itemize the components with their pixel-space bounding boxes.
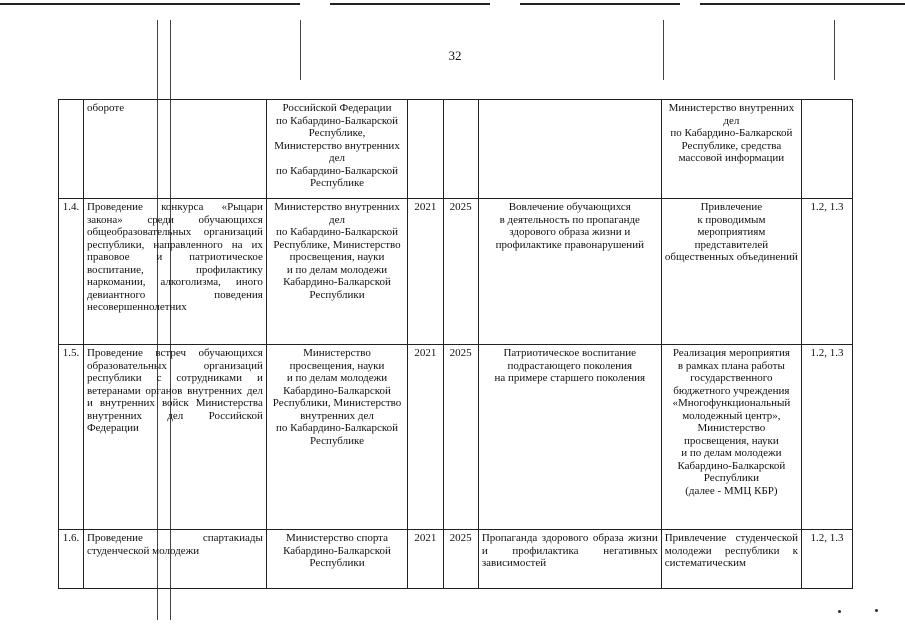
row-number	[59, 100, 84, 199]
row-number: 1.6.	[59, 530, 84, 589]
end-year-cell: 2025	[443, 345, 478, 530]
end-year-cell: 2025	[443, 530, 478, 589]
executor-cell: Российской Федерации по Кабардино-Балкарской Республике, Министерство внутренних дел по Кабардино-Балкарской Республике	[266, 100, 407, 199]
scan-artifact-top-line	[0, 3, 300, 5]
start-year-cell: 2021	[408, 530, 443, 589]
indicator-cell	[802, 100, 853, 199]
start-year-cell: 2021	[408, 345, 443, 530]
end-year-cell	[443, 100, 478, 199]
indicator-cell: 1.2, 1.3	[802, 199, 853, 345]
scan-artifact-dot	[838, 610, 841, 613]
indicator-cell: 1.2, 1.3	[802, 530, 853, 589]
scan-artifact-vertical-line	[834, 20, 835, 80]
table-row	[59, 345, 853, 530]
goal-cell	[478, 100, 661, 199]
page-number: 32	[448, 48, 462, 63]
goal-cell: Вовлечение обучающихся в деятельность по пропаганде здорового образа жизни и профилактике правонарушений	[478, 199, 661, 345]
indicator-cell: 1.2, 1.3	[802, 345, 853, 530]
goal-cell: Пропаганда здорового образа жизни и профилактика негативных зависимостей	[478, 530, 661, 589]
start-year-cell: 2021	[408, 199, 443, 345]
result-cell: Привлечение к проводимым мероприятиям представителей общественных объединений	[661, 199, 801, 345]
goal-cell: Патриотическое воспитание подрастающего поколения на примере старшего поколения	[478, 345, 661, 530]
event-cell: Проведение спартакиады студенческой молодежи	[83, 530, 266, 589]
executor-cell: Министерство просвещения, науки и по делам молодежи Кабардино-Балкарской Республики, Министерство внутренних дел по Кабардино-Балкарской Республике	[266, 345, 407, 530]
table-row	[59, 100, 853, 199]
table-row	[59, 530, 853, 589]
result-cell: Реализация мероприятия в рамках плана работы государственного бюджетного учреждения «Многофункциональный молодежный центр», Министерство просвещения, науки и по делам молодежи Кабардино-Балкарской Республики (далее - ММЦ КБР)	[661, 345, 801, 530]
scan-artifact-vertical-line	[300, 20, 301, 80]
event-cell: Проведение конкурса «Рыцари закона» среди обучающихся общеобразовательных организаций республики, направленного на их правовое и патриотическое воспитание, профилактику наркомании, алкоголизма, иного девиантного поведения несовершеннолетних	[83, 199, 266, 345]
result-cell: Привлечение студенческой молодежи республики к систематическим	[661, 530, 801, 589]
result-cell: Министерство внутренних дел по Кабардино-Балкарской Республике, средства массовой информации	[661, 100, 801, 199]
row-number: 1.5.	[59, 345, 84, 530]
scan-artifact-top-line	[700, 3, 905, 5]
scan-artifact-top-line	[330, 3, 490, 5]
start-year-cell	[408, 100, 443, 199]
end-year-cell: 2025	[443, 199, 478, 345]
scan-artifact-vertical-line	[663, 20, 664, 80]
executor-cell: Министерство внутренних дел по Кабардино-Балкарской Республике, Министерство просвещения, науки и по делам молодежи Кабардино-Балкарской Республики	[266, 199, 407, 345]
event-cell: Проведение встреч обучающихся образовательных организаций республики с сотрудниками и ветеранами органов внутренних дел и внутренних войск Министерства внутренних дел Российской Федерации	[83, 345, 266, 530]
scan-artifact-dot	[875, 609, 878, 612]
executor-cell: Министерство спорта Кабардино-Балкарской Республики	[266, 530, 407, 589]
table-row	[59, 199, 853, 345]
program-table	[58, 99, 853, 589]
scan-artifact-top-line	[520, 3, 680, 5]
event-cell: обороте	[83, 100, 266, 199]
row-number: 1.4.	[59, 199, 84, 345]
